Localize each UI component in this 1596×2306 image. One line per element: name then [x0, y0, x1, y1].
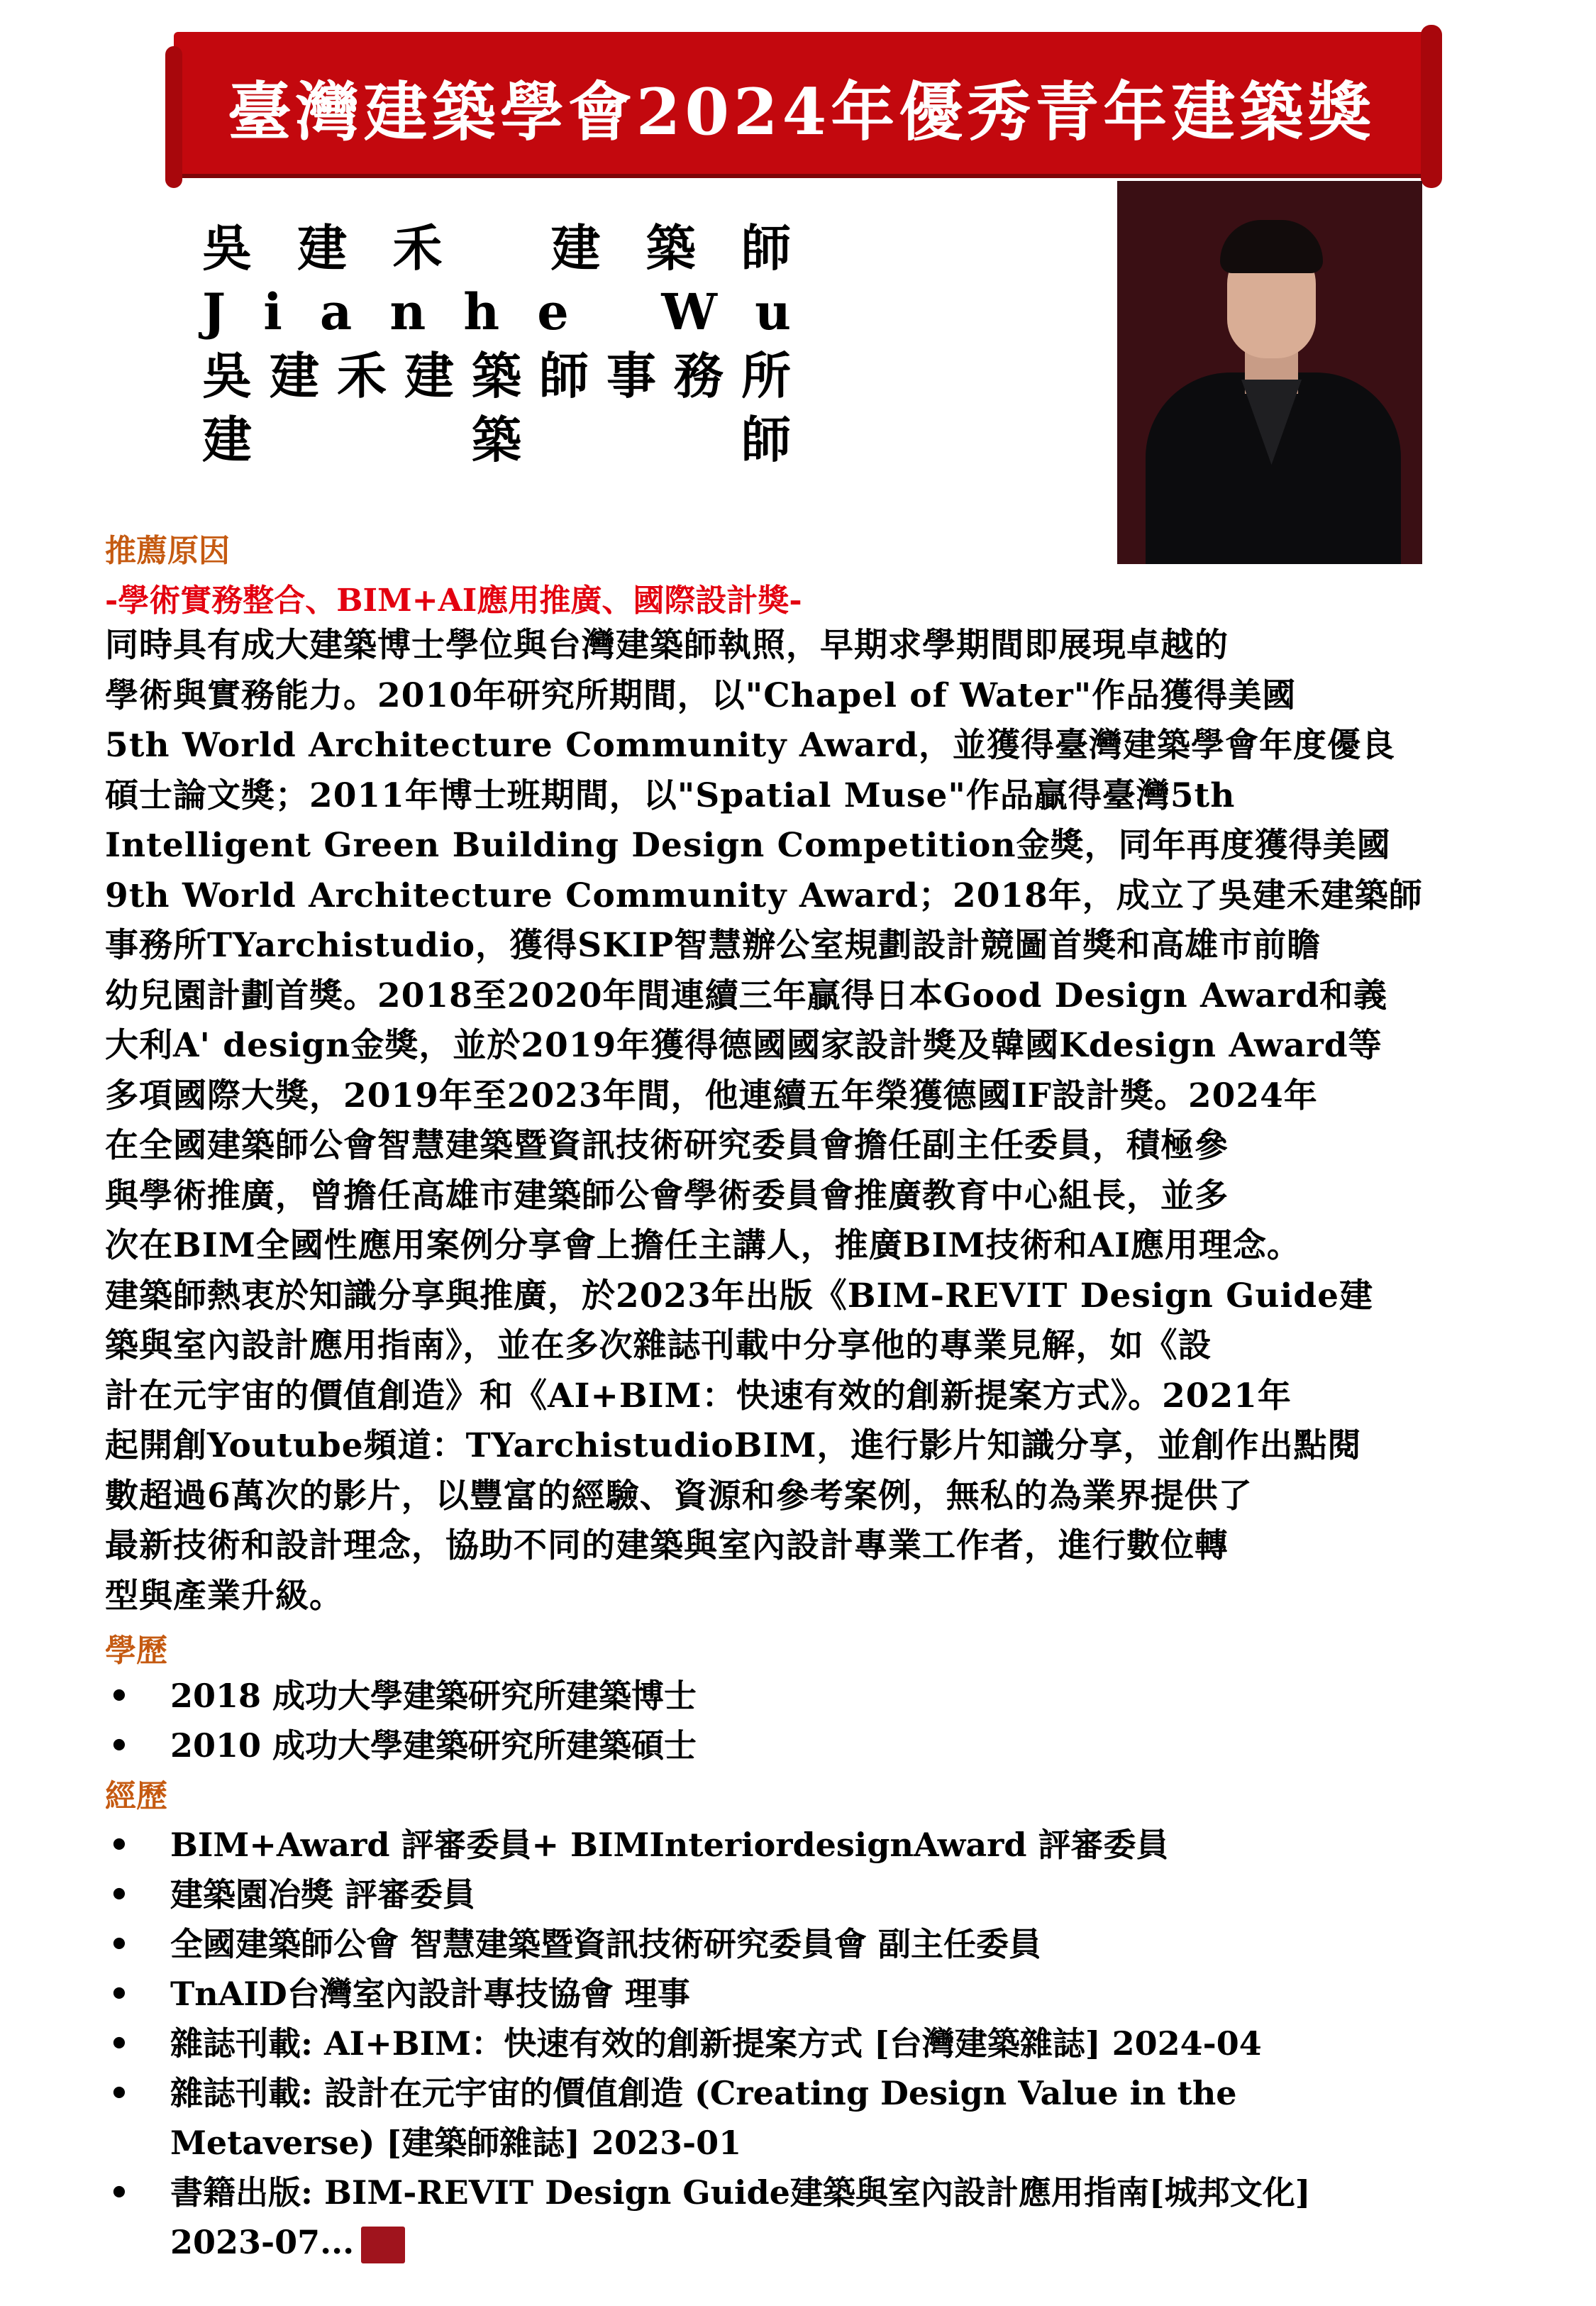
- body-line: 數超過6萬次的影片，以豐富的經驗、資源和參考案例，無私的為業界提供了: [105, 1476, 1253, 1516]
- body-line: 建築師熱衷於知識分享與推廣，於2023年出版《BIM-REVIT Design Guide建: [105, 1276, 1374, 1315]
- name-char: [623, 408, 640, 472]
- body-line: 多項國際大獎，2019年至2023年間，他連續五年榮獲德國IF設計獎。2024年: [105, 1076, 1318, 1115]
- recommendation-subtitle: -學術實務整合、BIM+AI應用推廣、國際設計獎-: [105, 583, 802, 619]
- name-char: 師: [741, 219, 791, 277]
- name-char: W: [661, 282, 717, 341]
- body-line: 同時具有成大建築博士學位與台灣建築師執照，早期求學期間即展現卓越的: [105, 626, 1229, 665]
- name-char: 事: [606, 346, 656, 405]
- name-char: i: [263, 282, 282, 341]
- name-line-firm: [202, 344, 791, 408]
- education-item: [105, 1671, 1495, 1721]
- experience-item-text: 書籍出版: BIM-REVIT Design Guide建築與室內設計應用指南[城邦文化]: [170, 2173, 1311, 2212]
- experience-item: [105, 1969, 1495, 2019]
- name-block: [202, 216, 791, 472]
- experience-item: [105, 1820, 1495, 1870]
- bullet-icon: •: [109, 1677, 130, 1715]
- page-title: 臺灣建築學會2024年優秀青年建築獎: [227, 75, 1376, 150]
- experience-item-text: 全國建築師公會 智慧建築暨資訊技術研究委員會 副主任委員: [170, 1925, 1042, 1963]
- education-item: [105, 1721, 1495, 1770]
- education-list: [105, 1671, 1495, 1770]
- recommendation-body: [105, 621, 1495, 1621]
- name-char: 吳: [202, 346, 252, 405]
- experience-heading: 經歷: [105, 1778, 167, 1814]
- name-char: a: [319, 282, 353, 341]
- experience-item: [105, 2168, 1495, 2217]
- name-char: 築: [472, 410, 521, 469]
- name-char: 築: [472, 346, 521, 405]
- education-heading: 學歷: [105, 1633, 167, 1669]
- experience-item-continuation: [105, 2118, 1495, 2168]
- bullet-icon: •: [109, 2074, 130, 2112]
- experience-item: [105, 2019, 1495, 2068]
- name-char: [353, 408, 370, 472]
- name-line-title: [202, 408, 791, 472]
- experience-item-text: Metaverse) [建築師雜誌] 2023-01: [170, 2124, 742, 2162]
- body-line: 學術與實務能力。2010年研究所期間，以"Chapel of Water"作品獲得美國: [105, 675, 1297, 715]
- experience-item-text: 2023-07...: [170, 2223, 355, 2261]
- experience-item-text: 雜誌刊載: 設計在元宇宙的價值創造 (Creating Design Value in the: [170, 2074, 1237, 2112]
- name-char: 建: [550, 219, 601, 277]
- bullet-icon: •: [109, 1726, 130, 1765]
- body-line: Intelligent Green Building Design Competition金獎，同年再度獲得美國: [105, 826, 1391, 865]
- portrait-hair: [1220, 220, 1323, 273]
- body-line: 與學術推廣，曾擔任高雄市建築師公會學術委員會推廣教育中心組長，並多: [105, 1176, 1229, 1215]
- name-char: 建: [270, 346, 319, 405]
- experience-item: [105, 2068, 1495, 2118]
- body-line: 次在BIM全國性應用案例分享會上擔任主講人，推廣BIM技術和AI應用理念。: [105, 1226, 1301, 1265]
- body-line: 碩士論文獎；2011年博士班期間，以"Spatial Muse"作品贏得臺灣5th: [105, 776, 1236, 815]
- name-char: u: [755, 282, 791, 341]
- experience-item-continuation: [105, 2217, 1495, 2267]
- body-line: 起開創Youtube頻道：TYarchistudioBIM，進行影片知識分享，並創作出點閱: [105, 1426, 1362, 1465]
- name-line-chinese: [202, 216, 791, 280]
- bullet-icon: •: [109, 1826, 130, 1864]
- name-char: 建: [202, 410, 252, 469]
- body-line: 9th World Architecture Community Award；2018年，成立了吳建禾建築師: [105, 876, 1423, 915]
- experience-item-text: 建築園冶獎 評審委員: [170, 1875, 476, 1914]
- body-line: 在全國建築師公會智慧建築暨資訊技術研究委員會擔任副主任委員，積極參: [105, 1126, 1229, 1165]
- name-char: h: [463, 282, 500, 341]
- bullet-icon: •: [109, 2173, 130, 2212]
- title-banner: [174, 32, 1429, 174]
- education-item-text: 2018 成功大學建築研究所建築博士: [170, 1677, 697, 1715]
- body-line: 築與室內設計應用指南》，並在多次雜誌刊載中分享他的專業見解，如《設: [105, 1326, 1212, 1365]
- name-char: 建: [297, 219, 348, 277]
- bullet-icon: •: [109, 2024, 130, 2063]
- experience-item: [105, 1870, 1495, 1919]
- experience-item: [105, 1919, 1495, 1969]
- portrait-photo: [1117, 181, 1422, 564]
- bullet-icon: •: [109, 1875, 130, 1914]
- name-char: [488, 216, 505, 280]
- body-line: 5th World Architecture Community Award，並獲得臺灣建築學會年度優良: [105, 726, 1395, 765]
- name-char: J: [202, 282, 226, 341]
- experience-list: [105, 1820, 1495, 2267]
- body-line: 最新技術和設計理念，協助不同的建築與室內設計專業工作者，進行數位轉: [105, 1526, 1229, 1565]
- body-line: 事務所TYarchistudio，獲得SKIP智慧辦公室規劃設計競圖首獎和高雄市前瞻: [105, 926, 1321, 965]
- name-line-english: [202, 280, 791, 344]
- body-line: 大利A' design金獎，並於2019年獲得德國國家設計獎及韓國Kdesign Award等: [105, 1026, 1382, 1065]
- name-char: 築: [645, 219, 696, 277]
- name-char: 師: [539, 346, 589, 405]
- experience-item-text: 雜誌刊載: AI+BIM：快速有效的創新提案方式 [台灣建築雜誌] 2024-04: [170, 2024, 1262, 2063]
- name-char: e: [537, 282, 569, 341]
- name-char: 師: [741, 410, 791, 469]
- name-char: 務: [674, 346, 724, 405]
- experience-item-text: TnAID台灣室內設計專技協會 理事: [170, 1975, 690, 2013]
- bullet-icon: •: [109, 1975, 130, 2013]
- name-char: 禾: [392, 219, 443, 277]
- body-line: 計在元宇宙的價值創造》和《AI+BIM：快速有效的創新提案方式》。2021年: [105, 1376, 1292, 1416]
- seal-stamp-icon: [361, 2227, 405, 2263]
- name-char: 建: [404, 346, 454, 405]
- name-char: 吳: [202, 219, 252, 277]
- bullet-icon: •: [109, 1925, 130, 1963]
- experience-item-text: BIM+Award 評審委員+ BIMInteriordesignAward 評審委員: [170, 1826, 1169, 1864]
- name-char: 所: [741, 346, 791, 405]
- name-char: n: [389, 282, 426, 341]
- name-char: 禾: [337, 346, 387, 405]
- body-line: 型與產業升級。: [105, 1576, 343, 1616]
- name-char: [606, 280, 624, 344]
- body-line: 幼兒園計劃首獎。2018至2020年間連續三年贏得日本Good Design Award和義: [105, 976, 1388, 1015]
- education-item-text: 2010 成功大學建築研究所建築碩士: [170, 1726, 697, 1765]
- recommendation-heading: 推薦原因: [105, 533, 230, 569]
